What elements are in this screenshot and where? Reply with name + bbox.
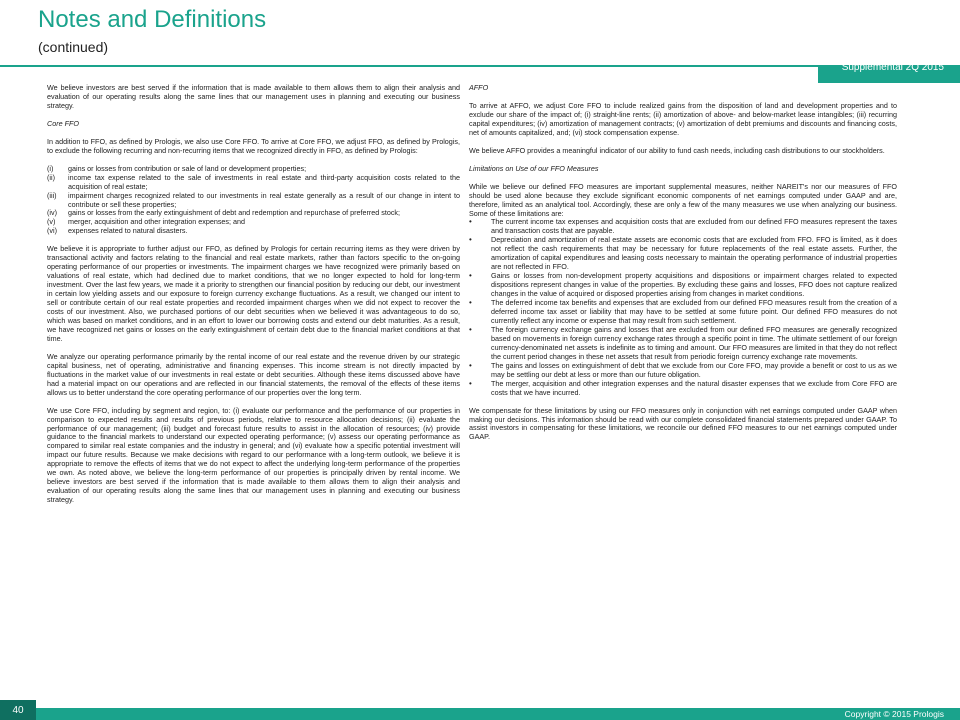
list-item-text: gains or losses from contribution or sale of land or development properties; (68, 163, 307, 173)
adjustments-list (47, 165, 460, 237)
left-column (47, 84, 460, 514)
list-item-text: merger, acquisition and other integration expenses; and (68, 217, 246, 227)
list-item-text: income tax expense related to the sale of investments in real estate and third-party acquisition costs related to the acquisition of real estate; (68, 172, 460, 191)
list-item-text: The deferred income tax benefits and expenses that are excluded from our defined FFO measures result from the creation of a deferred income tax asset or liability that may have to be settled at some future point. Our defined FFO measures do not currently reflect any income or expense that may result from such settlement. (491, 298, 897, 325)
list-item (469, 236, 897, 272)
use-paragraph: We use Core FFO, including by segment and region, to: (i) evaluate our performance and the performance of our properties in comparison to expected results and results of previous periods, relative to resource allocation decisions; (ii) evaluate the performance of our management; (iii) budget and forecast future results to assist in the allocation of resources; (iv) provide guidance to the financial markets to understand our expected operating performance; (v) assess our operating performance as compared to similar real estate companies and the industry in general; and (vi) evaluate how a specific potential investment will impact our future results. Because we make decisions with regard to our performance with a long-term outlook, we believe it is appropriate to remove the effects of items that we do not expect to affect the underlying long-term performance of the properties we own. As noted above, we believe the long-term performance of our properties is principally driven by rental income. We believe investors are best served if the information that is made available to them allows them to align their analysis and evaluation of our operating results along the same lines that our management uses in planning and executing our business strategy. (47, 405, 460, 505)
list-item-text: The foreign currency exchange gains and losses that are excluded from our defined FFO measures are generally recognized based on movements in foreign currency exchange rates through a specific point in time. The ultimate settlement of our foreign currency-denominated net assets is indefinite as to timing and amount. Our FFO measures are limited in that they do not reflect the current period changes in these net assets that result from periodic foreign currency exchange rate movements. (491, 324, 897, 361)
list-item (469, 218, 897, 236)
list-item (469, 299, 897, 326)
list-item-text: Depreciation and amortization of real estate assets are economic costs that are excluded from FFO. FFO is limited, as it does not reflect the cash requirements that may be necessary for future replacements of the real estate assets. Further, the amortization of capital expenditures and leasing costs necessary to maintain the operating performance of industrial properties are not reflected in FFO. (491, 235, 897, 272)
list-item (47, 174, 460, 192)
affo-paragraph: To arrive at AFFO, we adjust Core FFO to include realized gains from the disposition of land and development properties and to exclude our share of the impact of; (i) straight-line rents; (ii) amortization of above- and below-market lease intangibles; (iii) recurring capital expenditures; (iv) amortization of management contracts; (v) amortization of debt premiums and discounts and financing costs, net of amounts capitalized, and; (vi) stock compensation expense. (469, 100, 897, 137)
list-item (47, 227, 460, 236)
list-item (469, 380, 897, 398)
right-column (469, 84, 897, 451)
header-rule (0, 65, 960, 74)
list-item (469, 362, 897, 380)
affo-belief-paragraph: We believe AFFO provides a meaningful indicator of our ability to fund cash needs, including cash distributions to our stockholders. (469, 145, 885, 155)
list-item-number: (i) (47, 163, 54, 173)
header-rule-line (0, 65, 960, 67)
limitations-intro: While we believe our defined FFO measures are important supplemental measures, neither NAREIT's nor our measures of FFO should be used alone because they exclude significant economic components of net earnings computed under GAAP and are, therefore, limited as an analytical tool. Accordingly, these are only a few of the many measures we use when analyzing our business. Some of these limitations are: (469, 181, 897, 218)
appropriate-paragraph: We believe it is appropriate to further adjust our FFO, as defined by Prologis for certain recurring items as they were driven by transactional activity and factors relating to the financial and real estate markets, rather than factors specific to the on-going operating performance of our properties or investments. The impairment charges we have recognized were primarily based on valuations of real estate, which had declined due to market conditions, that we no longer expected to hold for long-term investment. Over the last few years, we made it a priority to strengthen our financial position by reducing our debt, our investment in certain low yielding assets and our exposure to foreign currency exchange fluctuations. As a result, we changed our intent to sell or contribute certain of our real estate properties and recorded impairment charges when we did not expect to recover the costs of our investment. Also, we purchased portions of our debt securities when we believed it was advantageous to do so, which was based on market conditions, and in an effort to lower our borrowing costs and extend our debt maturities. As a result, we have recognized net gains or losses on the early extinguishment of certain debt due to the financial market conditions at that time. (47, 244, 460, 343)
analyze-paragraph: We analyze our operating performance primarily by the rental income of our real estate and the revenue driven by our strategic capital business, net of operating, administrative and financing expenses. This income stream is not directly impacted by fluctuations in the market value of our investments in real estate or debt securities. Although these items discussed above have had a material impact on our operations and are reflected in our financial statements, the removal of the effects of these items allows us to better understand the core operating performance of our properties over the long term. (47, 351, 460, 397)
list-item-text: Gains or losses from non-development property acquisitions and dispositions or impairment charges related to expected dispositions represent changes in value of the properties. By excluding these gains and losses, FFO does not capture realized changes in the value of acquired or disposed properties arising from changes in market conditions. (491, 271, 897, 299)
list-item-text: The merger, acquisition and other integration expenses and the natural disaster expenses that we exclude from Core FFO are costs that we have incurred. (491, 378, 897, 397)
limitations-heading: Limitations on Use of our FFO Measures (469, 163, 599, 173)
list-item-number: (iv) (47, 208, 57, 218)
list-item-text: impairment charges recognized related to our investments in real estate generally as a result of our change in intent to contribute or sell these properties; (68, 190, 460, 209)
list-item-number: (vi) (47, 226, 57, 236)
page-title: Notes and Definitions (38, 6, 267, 33)
compensate-paragraph: We compensate for these limitations by using our FFO measures only in conjunction with net earnings computed under GAAP when making our decisions. This information should be read with our complete consolidated financial statements prepared under GAAP. To assist investors in compensating for these limitations, we reconcile our defined FFO measures to our net earnings computed under GAAP. (469, 405, 897, 442)
bullet-icon: • (469, 360, 472, 370)
list-item (469, 326, 897, 362)
bullet-icon: • (469, 298, 472, 308)
list-item (469, 272, 897, 299)
page-subtitle: (continued) (38, 39, 109, 55)
bullet-icon: • (469, 378, 472, 388)
bullet-icon: • (469, 271, 472, 281)
list-item-text: gains or losses from the early extinguishment of debt and redemption and repurchase of preferred stock; (68, 208, 401, 218)
bullet-icon: • (469, 324, 472, 334)
list-item-number: (ii) (47, 172, 55, 182)
page-number: 40 (0, 700, 36, 720)
list-item-text: The gains and losses on extinguishment of debt that we exclude from our Core FFO, may provide a benefit or cost to us as we may be settling our debt at less or more than our future obligation. (491, 360, 897, 379)
core-ffo-paragraph: In addition to FFO, as defined by Prologis, we also use Core FFO. To arrive at Core FFO, we adjust FFO, as defined by Prologis, to exclude the following recurring and non-recurring items that we recognized directly in FFO, as defined by Prologis: (47, 136, 460, 155)
list-item-text: expenses related to natural disasters. (68, 226, 188, 236)
bullet-icon: • (469, 217, 472, 227)
copyright-text: Copyright © 2015 Prologis (844, 709, 944, 719)
list-item-text: The current income tax expenses and acquisition costs that are excluded from our defined FFO measures represent the taxes and transaction costs that are payable. (491, 217, 897, 236)
intro-paragraph: We believe investors are best served if the information that is made available to them allows them to align their analysis and evaluation of our operating results along the same lines that our management uses in planning and executing our business strategy. (47, 83, 460, 110)
supplemental-label: Supplemental 2Q 2015 (841, 62, 944, 73)
affo-heading: AFFO (469, 83, 489, 92)
bullet-icon: • (469, 235, 472, 245)
list-item (47, 192, 460, 210)
list-item-number: (iii) (47, 190, 57, 200)
list-item-number: (v) (47, 217, 56, 227)
limitations-list (469, 218, 897, 397)
core-ffo-heading: Core FFO (47, 118, 79, 128)
footer-bar (0, 708, 960, 720)
